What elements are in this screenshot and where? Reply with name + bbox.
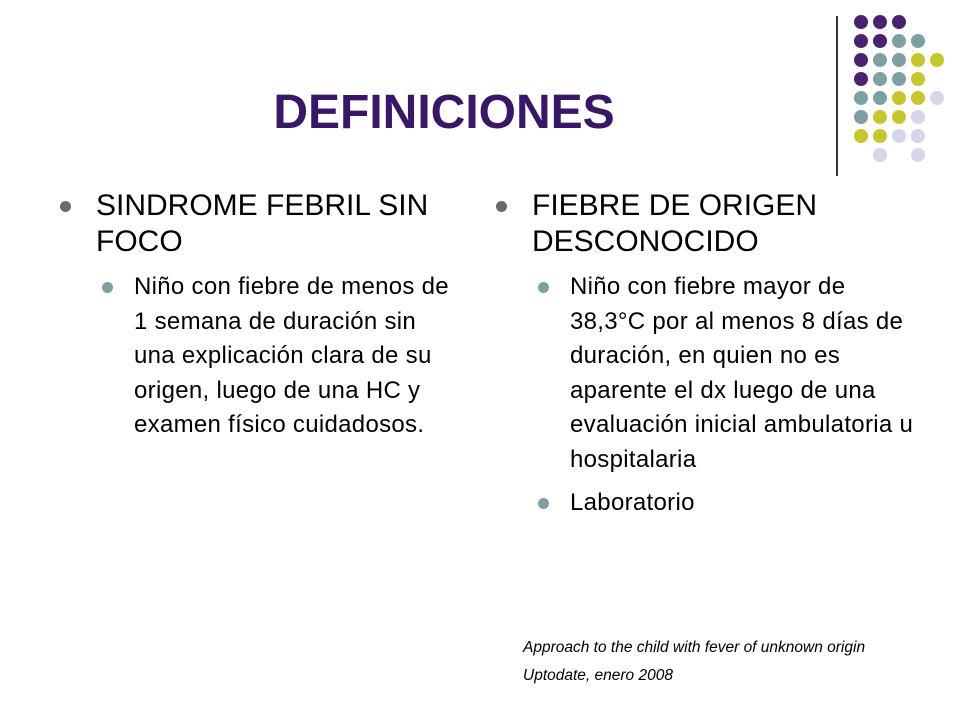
left-column [60,188,460,443]
decorative-dot [911,53,925,67]
decorative-dot [911,148,925,162]
decorative-dot [873,34,887,48]
decorative-dot [873,148,887,162]
decorative-dot [892,129,906,143]
decorative-dot [892,34,906,48]
right-heading-item [496,188,916,260]
decorative-dot [892,72,906,86]
decorative-dot [854,34,868,48]
right-subitem-text: Niño con fiebre mayor de 38,3°C por al menos 8 días de duración, en quien no es aparente el dx luego de una evaluación inicial ambulatoria u hospitalaria [570,273,914,473]
bullet-dot-icon [538,498,549,509]
decorative-dot [911,110,925,124]
bullet-dot-icon [538,282,549,293]
bullet-dot-icon [496,201,507,212]
decorative-dot [892,15,906,29]
decorative-dot [873,15,887,29]
decorative-dot [930,91,944,105]
decorative-dot [911,34,925,48]
left-subitem-text: Niño con fiebre de menos de 1 semana de duración sin una explicación clara de su origen, luego de una HC y examen físico cuidadosos. [134,273,449,438]
right-heading: FIEBRE DE ORIGEN DESCONOCIDO [532,189,818,258]
reference-line-2: Uptodate, enero 2008 [523,667,673,684]
left-subitem [60,270,460,443]
bullet-dot-icon [60,201,71,212]
decorative-dot [892,53,906,67]
decorative-dot [911,72,925,86]
reference-line-1: Approach to the child with fever of unknown origin [523,639,866,656]
decorative-dot [911,129,925,143]
bullet-dot-icon [102,282,113,293]
decorative-dot [873,53,887,67]
decorative-dot [892,110,906,124]
decorative-dot [854,15,868,29]
right-subitem [496,270,916,477]
decorative-dot [911,91,925,105]
right-column [496,188,916,521]
decorative-dot [854,53,868,67]
left-heading: SINDROME FEBRIL SIN FOCO [96,189,429,258]
right-subitem [496,486,916,521]
slide-title: DEFINICIONES [273,86,615,139]
decorative-dot [930,53,944,67]
right-subitem-text: Laboratorio [570,489,695,516]
left-heading-item [60,188,460,260]
decorative-dot [892,91,906,105]
